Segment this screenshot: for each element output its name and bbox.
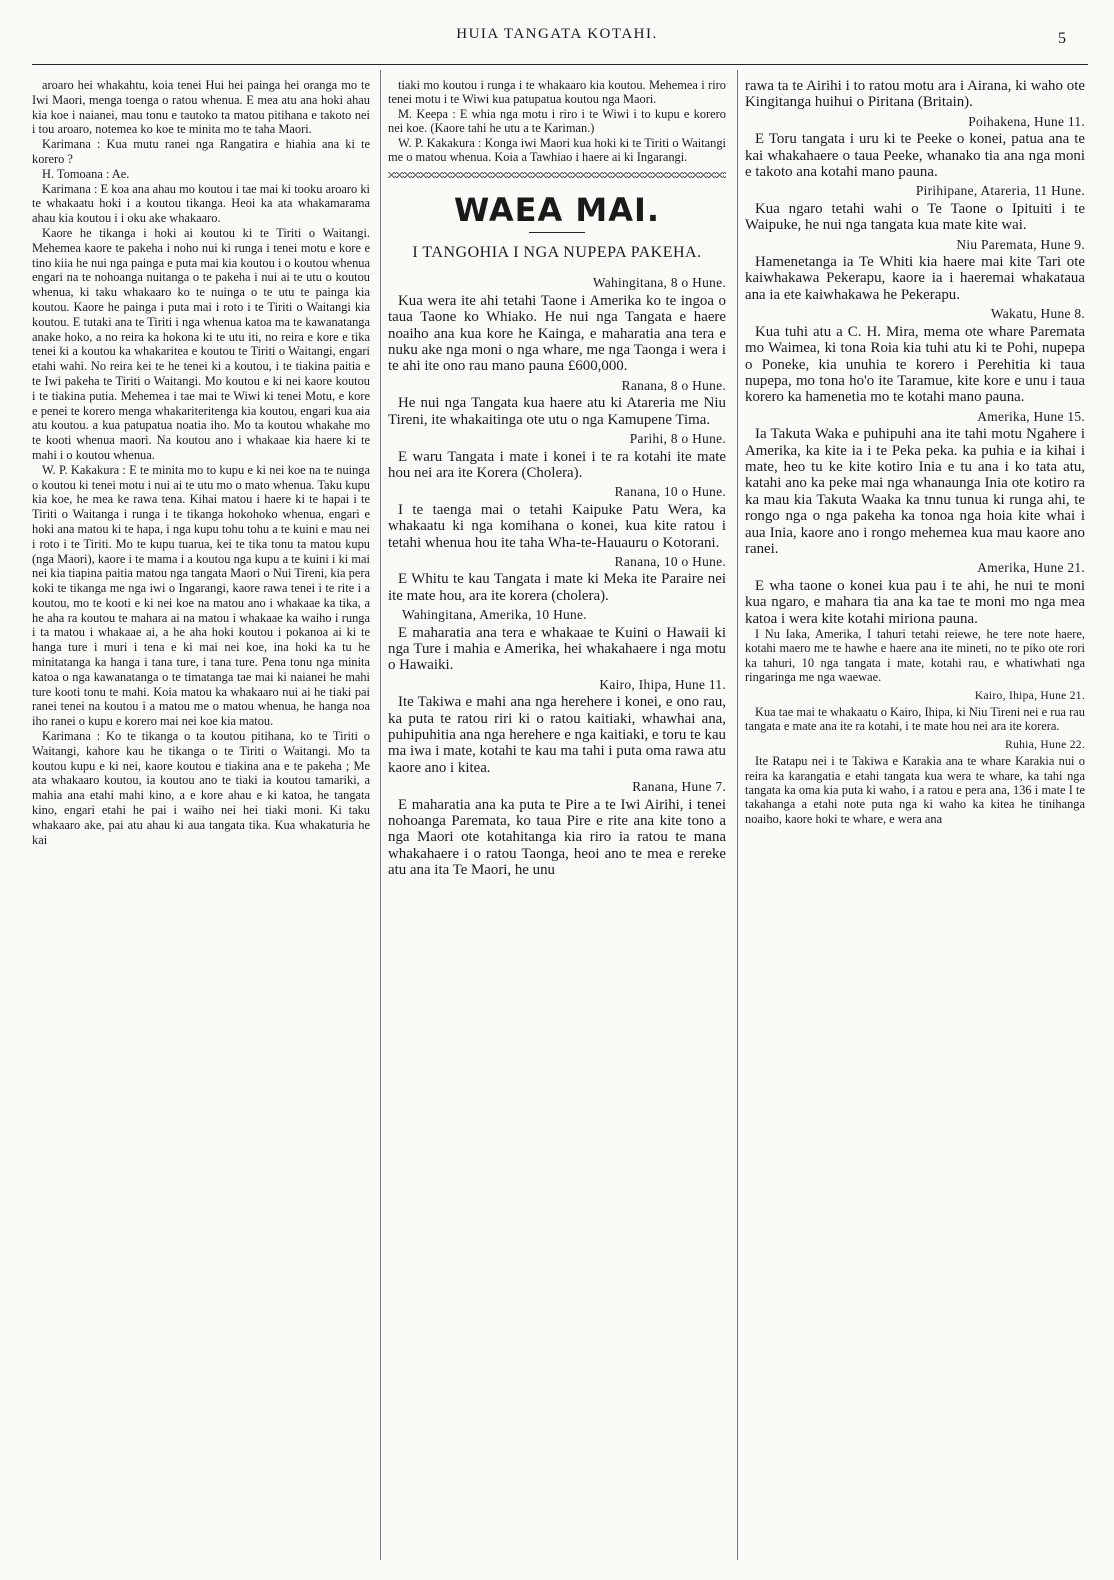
news-item-text: Hamenetanga ia Te Whiti kia haere mai kite Tari ote kaiwhakawa Pekerapu, kaore ia i haeremai whakataua ana ia ete kaiwhakawa he Pekerapu. [745,254,1085,303]
paragraph: Kaore he tikanga i hoki ai koutou ki te Tiriti o Waitangi. Mehemea kaore te pakeha i noho nui ki runga i tenei motu e kore e tino kiia he nui nga painga e puta mai kia koutou i o koutou whenua engari na te nohoanga nuitanga o te pakeha i nui ai te utu o koutou whenua, ki taku whakaaro ko te nuinga o te utu te painga kia koutou. Kaore he painga i puta mai i roto i te Tiriti o Waitangi kia koutou. E tutaki ana te Tiriti i nga whenua katoa ma te kawanatanga anake hoko, a no reira ka hokona ki te utu iti, no reira e kore e tika tenei ki a koutou ka whakaritea e koutou te Tiriti o Waitangi, engari etahi wahi. No reira kei te he tenei ki a koutou, i te tiakina paitia e te Iwi pakeha te Tiriti o Waitangi. Mo koutou e ki nei kaore koutou i te tiakina putia. Mehemea i tae mai te Wiwi ki tenei Motu, e kore e penei te korero menga whakariteritenga kia koutou, engari kua aia atu koutou. a kua patupatua noatia iho. Mo ta koutou whakahe mo te kooti whenua maori. Na koutou ano i whakaae kia haere ki te mahi i o koutou whenua. [32,225,370,462]
news-item-text: E Whitu te kau Tangata i mate ki Meka ite Paraire nei ite mate hou, ara ite korera (cholera). [388,571,726,604]
news-item-text: I te taenga mai o tetahi Kaipuke Patu Wera, ka whakaatu ki nga komihana o konei, kua kite ratou i tetahi whenua hou ite taha Wha-te-Hauauru o Kotorani. [388,501,726,551]
dateline: Ranana, 8 o Hune. [621,377,726,393]
news-item-text: E maharatia ana tera e whakaae te Kuini o Hawaii ki nga Ture i mahia e Amerika, hei whakahaere i nga motu o Hawaiki. [388,624,726,674]
column-2 [388,78,726,1560]
dateline: Poihakena, Hune 11. [968,113,1085,129]
dateline: Kairo, Ihipa, Hune 11. [599,676,726,692]
dateline: Amerika, Hune 21. [977,560,1085,576]
header-rule [32,64,1088,65]
dateline: Wakatu, Hune 8. [990,306,1085,322]
paragraph: rawa ta te Airihi i to ratou motu ara i Airana, ki waho ote Kingitanga huihui o Piritana (Britain). [745,78,1085,111]
news-item-text: He nui nga Tangata kua haere atu ki Atareria me Niu Tireni, ite whakaitinga ote utu o nga Kamupene Tima. [388,395,726,428]
column-1 [32,78,370,1560]
column-rule-1 [380,70,381,1560]
dateline: Amerika, Hune 15. [977,408,1085,424]
news-item-text: Kua wera ite ahi tetahi Taone i Amerika ko te ingoa o taua Taone ko Whiako. He nui nga Tangata e haere noaiho ana kua kore he Kainga, e maharatia ana tera e nuku ake nga moni o nga whare, me nga Taonga i wera i te ahi ite ono rau mano pauna £600,000. [388,292,726,375]
paragraph: W. P. Kakakura : Konga iwi Maori kua hoki ki te Tiriti o Waitangi me o matou whenua. Koia a Tawhiao i haere ai ki Ingarangi. [388,135,726,165]
running-head: HUIA TANGATA KOTAHI. [456,26,658,42]
dateline: Wahingitana, Amerika, 10 Hune. [402,607,587,623]
dateline: Ruhia, Hune 22. [1005,738,1085,751]
paragraph: Karimana : Ko te tikanga o ta koutou pitihana, ko te Tiriti o Waitangi, kahore kau he tikanga o te Tiriti o Waitangi. Mo ta koutou kupu e ki nei, kaore koutou e tiakina ana e te pakeha ; Me ata whakaaro koutou, ia koutou ano te tiaki ia koutou tamariki, a mahia ana etahi mahi kino, a e kore ahau e ki katoa, he tangata kino, engari etahi he pai i waiho nei hei tiaki moni. Ki taku whakaaro ake, pai atu ahau ki aua tangata tika. Kua whakaturia he kai [32,729,370,847]
dateline: Wahingitana, 8 o Hune. [592,275,726,291]
news-item-text: I Nu Iaka, Amerika, I tahuri tetahi reiewe, he tere note haere, kotahi maero me te hawhe e haere ana ite mineti, no te piko ote rori ka tahuri, 10 nga tangata i mate, kotahi rau, e whatiwhati nga ringaringa me nga waewae. [745,627,1085,685]
news-items [388,275,726,878]
news-item-text: E maharatia ana ka puta te Pire a te Iwi Airihi, i tenei nohoanga Paremata, ko taua Pire e rite ana kite tono a nga Maori ote kotahitanga kia riro ia ratou te mana whakahaere i o ratou Taonga, heoi ano te mea e rereke atu ana ita Te Maori, he unu [388,796,726,879]
heading-rule [529,232,585,233]
column-rule-2 [737,70,738,1560]
news-item-text: E wha taone o konei kua pau i te ahi, he nui te moni kua ngaro, e mahara tia ana ka tae te moni mo nga mea katoa i wera kite kotahi miriona pauna. [745,577,1085,627]
paragraph: tiaki mo koutou i runga i te whakaaro kia koutou. Mehemea i riro tenei motu i te Wiwi kua patupatua koutou nga Maori. [388,78,726,107]
paragraph: W. P. Kakakura : E te minita mo to kupu e ki nei koe na te nuinga o koutou ki tenei motu i nui ai te utu mo o mato whenua. Taku kupu kia koe, he mea ke rawa tena. Kihai matou i haere ki te hapai i te Tiriti o Waitanga i runga i te tikanga hokohoko whenua, engari e hoki ana matou ki te hapa, i nga kupu tohu tohu a te kuini e mau nei i roto i te Tiriti. Mo te kupu tuarua, kei te tika tonu ta matou kupu (nga Maori), kaore i te mama i a koutou nga kupu a te kuini i ki mai nei kia tiapina paitia matou nga tangata Maori o Nui Tireni, kia pera koki te tikanga me nga iwi o Ingarangi, kaore rawa tenei i te rite i a koutou, mo te kooti e ki nei koe na matou ano i whakaae ka tika, a he aha ra koutou te mahara ai na matou i whakaae ka waiho i runga i ta matou i whakaae ai, a he aha hoki koutou i pokanoa ai ki te hanga ture i muri i tena e ki mai nei koe, ina hoki ka tu he minitatanga ka hanga i tana ture, i tana ture. Pena tonu nga minita katoa o nga kawanatanga o te timatanga tae mai ki naianei he mahi ture kooti tonu te mahi. Koia matou ka whakaaro nui ai he tiaki pai ranei tenei na koutou i a matou me o matou whenua, he hanga noa iho ranei o kupu e korero mai nei koe kia matou. [32,462,370,729]
news-item-text: Kua tuhi atu a C. H. Mira, mema ote whare Paremata mo Waimea, ki tona Roia kia tuhi atu ki te Pohi, nupepa o Poneke, kia unuhia te korero i Perehitia ki taua nupepa, mo tona ho'o ite Taramue, kite kore e unu i taua korero ka hamenetia mo te kotahi mano pauna. [745,323,1085,406]
paragraph: H. Tomoana : Ae. [42,166,130,181]
dateline: Parihi, 8 o Hune. [629,431,726,447]
column-3 [745,78,1085,1560]
dateline: Ranana, Hune 7. [632,779,726,795]
news-item-text: E waru Tangata i mate i konei i te ra kotahi ite mate hou nei ara ite Korera (Cholera). [388,448,726,481]
news-item-text: Ia Takuta Waka e puhipuhi ana ite tahi motu Ngahere i Amerika, ka kite ia i te Peka peka. ka puhia e ia kihai i mate, heo tu ke kite kotiro Inia e tu ana i ko tata atu, katahi ano ka peke mai nga whanaunga Inia ote kotiro ra ka mau kia Takuta Waaka ka tnnu tunua ki runga ahi, te rongo nga o nga pakeha ka tonoa nga hoia kite whai i aua Inia, kaore ano i rongo mehemea kua mau kaore ano ranei. [745,426,1085,557]
section-subheading: I TANGOHIA I NGA NUPEPA PAKEHA. [412,244,702,262]
paragraph: M. Keepa : E whia nga motu i riro i te Wiwi i to kupu e korero nei koe. (Kaore tahi he utu a te Kariman.) [388,106,726,136]
wavy-divider [388,172,726,178]
paragraph: Karimana : E koa ana ahau mo koutou i tae mai ki tooku aroaro ki te whakaatu hoki i a koutou tikanga. Heoi ka ata whakamarama ahau kia koutou i i oku ake whakaaro. [32,181,370,226]
paragraph: aroaro hei whakahtu, koia tenei Hui hei painga hei oranga mo te Iwi Maori, menga toenga o ratou whenua. E mea atu ana hoki ahau kia koe i naianei, mau tonu e tautoko ta matou pitihana e takoto nei i tou aroaro, notemea ko koe te minita mo te taha Maori. [32,78,370,137]
section-heading: WAEA MAI. [453,191,661,230]
news-item-text: Ite Takiwa e mahi ana nga herehere i konei, e ono rau, ka puta te ratou riri ki o ratou kaitiaki, whawhai ana, puhipuhitia ana nga herehere e nga kaitiaki, e toru te kau ma iwa i mate, kotahi te kau ma tahi i puta oma rawa atu kaore ano i kitea. [388,694,726,776]
page-number: 5 [1058,30,1066,47]
dateline: Kairo, Ihipa, Hune 21. [974,689,1085,702]
dateline: Niu Paremata, Hune 9. [956,236,1085,252]
news-item-text: E Toru tangata i uru ki te Peeke o konei, patua ana te kai whakahaere o taua Peeke, whanako tia ana nga moni e takoto ana kotahi mano pauna. [745,131,1085,181]
dateline: Ranana, 10 o Hune. [614,553,726,569]
paragraph: Karimana : Kua mutu ranei nga Rangatira e hiahia ana ki te korero ? [32,137,370,166]
news-items [745,114,1085,826]
news-item-text: Kua tae mai te whakaatu o Kairo, Ihipa, ki Niu Tireni nei e rua rau tangata e mate ana ite ra kotahi, i te mate hou nei ara ite korera. [745,705,1085,734]
news-item-text: Kua ngaro tetahi wahi o Te Taone o Ipituiti i te Waipuke, he nui nga tangata kua mate kite wai. [745,200,1085,234]
dateline: Ranana, 10 o Hune. [614,484,726,500]
news-item-text: Ite Ratapu nei i te Takiwa e Karakia ana te whare Karakia nui o reira ka karangatia e etahi tangata kua wera te whare, ka tahi nga tangata ka oma kia puta ki waho, i a ratou e pera ana, 136 i mate I te takahanga a etahi note puta nga ki waho ka kitea he tinihanga noaiho, kaore hoki te whare, e wera ana [745,754,1085,826]
dateline: Pirihipane, Atareria, 11 Hune. [915,183,1085,199]
